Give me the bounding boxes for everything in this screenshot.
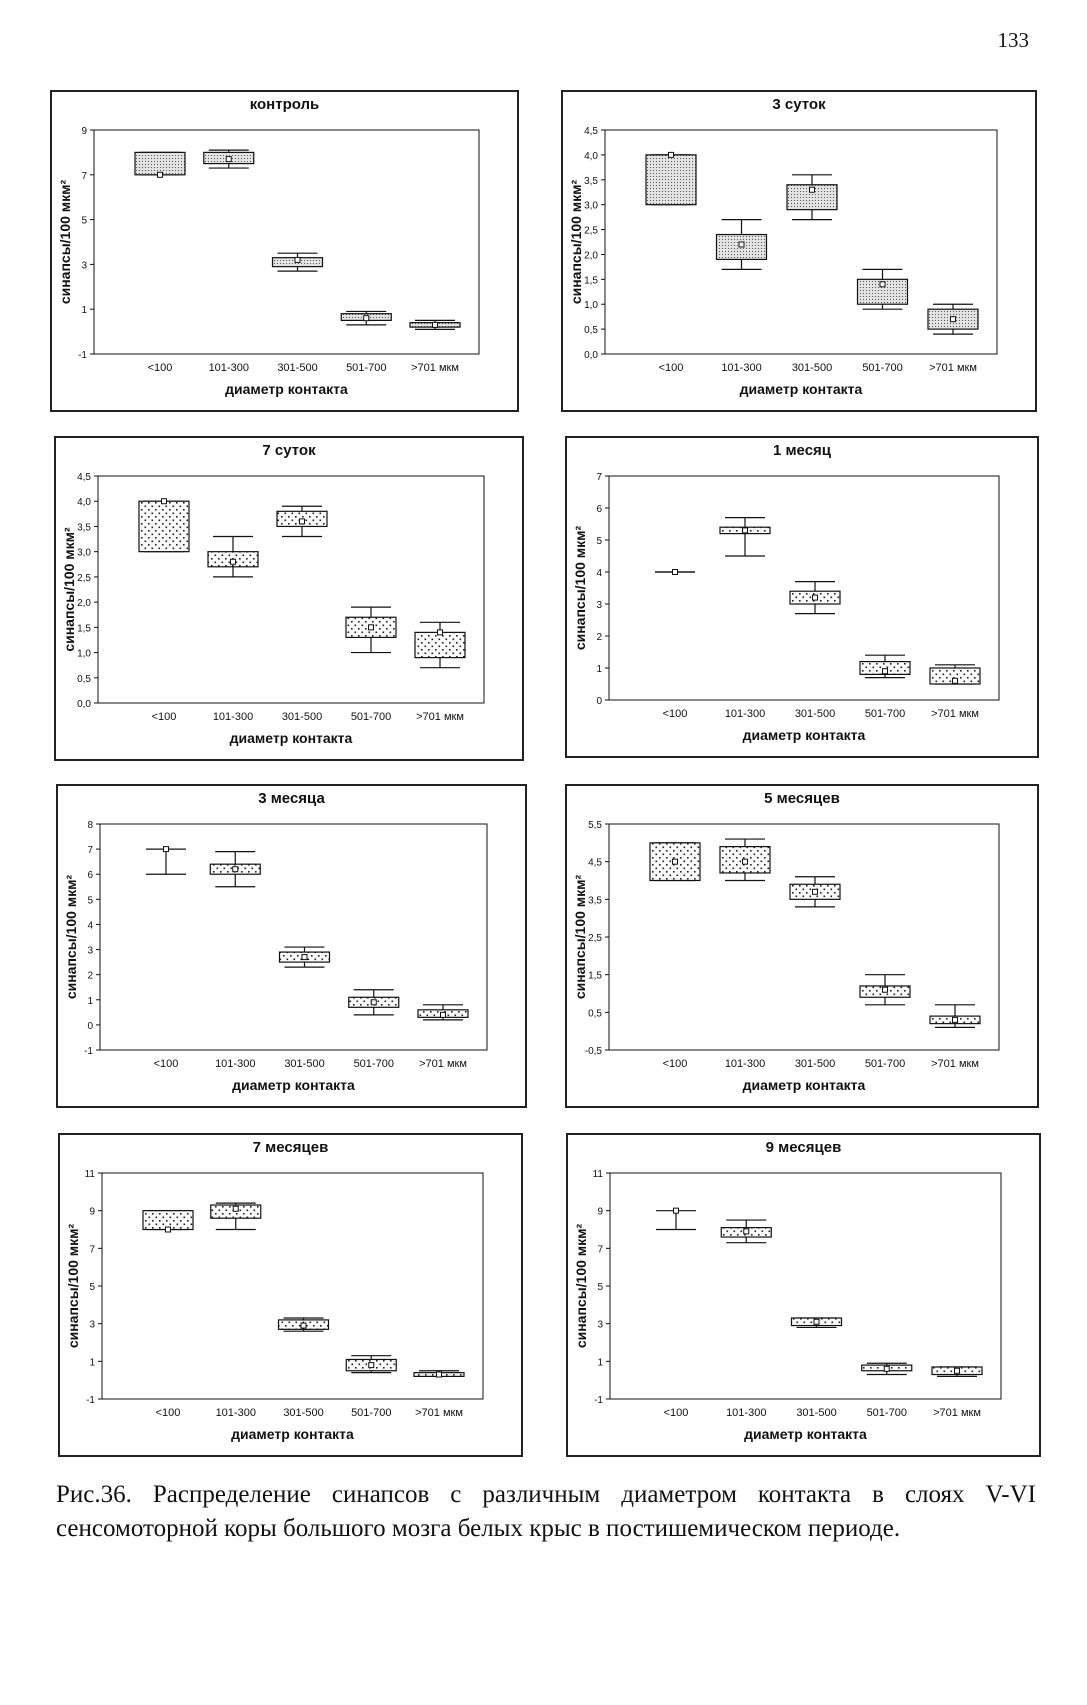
y-tick-label: 0 — [87, 1020, 93, 1032]
mean-marker — [814, 1319, 819, 1324]
chart-title: 3 месяца — [258, 790, 325, 807]
y-tick-label: 11 — [84, 1169, 95, 1180]
box-plot — [346, 607, 396, 652]
y-tick-label: 8 — [87, 820, 93, 831]
mean-marker — [669, 152, 674, 157]
y-tick-label: 3 — [89, 1319, 95, 1331]
mean-marker — [955, 1368, 960, 1373]
mean-marker — [884, 1366, 889, 1371]
box-plot — [208, 537, 258, 577]
x-tick-label: 101-300 — [212, 711, 254, 723]
y-tick-label: 2,0 — [584, 250, 598, 262]
chart-panel — [561, 90, 1037, 412]
y-tick-label: 4,5 — [588, 857, 602, 869]
mean-marker — [364, 316, 369, 321]
mean-marker — [164, 847, 169, 852]
mean-marker — [743, 859, 748, 864]
box-body — [646, 155, 696, 205]
x-axis-label: диаметр контакта — [742, 727, 866, 743]
chart-svg — [56, 438, 522, 759]
x-axis-label: диаметр контакта — [225, 381, 348, 397]
y-tick-label: -1 — [84, 1046, 93, 1057]
y-tick-label: 9 — [81, 126, 87, 137]
x-axis-label: диаметр контакта — [739, 381, 863, 397]
chart-title: 5 месяцев — [764, 790, 840, 807]
mean-marker — [437, 1372, 442, 1377]
mean-marker — [883, 669, 888, 674]
y-tick-label: 4,5 — [77, 472, 91, 483]
x-tick-label: >701 мкм — [933, 1407, 981, 1419]
y-tick-label: 1 — [596, 664, 602, 675]
y-tick-label: 3 — [596, 600, 602, 611]
y-tick-label: 0,0 — [77, 699, 91, 710]
mean-marker — [744, 1229, 749, 1234]
plot-area — [609, 476, 999, 700]
mean-marker — [233, 1206, 238, 1211]
y-axis-label: синапсы/100 мкм² — [61, 527, 77, 652]
chart-svg — [52, 92, 517, 410]
x-tick-label: <100 — [151, 711, 177, 723]
y-tick-label: 3 — [87, 945, 93, 957]
y-tick-label: 0,5 — [77, 673, 91, 685]
box-plot — [139, 499, 189, 552]
box-plot — [146, 847, 186, 875]
x-axis-label: диаметр контакта — [744, 1426, 867, 1442]
x-tick-label: 101-300 — [726, 1407, 767, 1419]
box-plot — [860, 975, 910, 1005]
chart-title: 9 месяцев — [765, 1139, 842, 1156]
box-plot — [928, 304, 978, 334]
y-tick-label: 3,0 — [584, 200, 598, 212]
x-axis-label: диаметр контакта — [232, 1077, 355, 1093]
mean-marker — [813, 595, 818, 600]
x-tick-label: 501-700 — [864, 708, 906, 720]
y-tick-label: 4,0 — [77, 497, 91, 509]
y-tick-label: 5 — [597, 1282, 603, 1293]
box-plot — [790, 582, 840, 614]
x-tick-label: 301-500 — [284, 1058, 325, 1070]
y-tick-label: 2 — [596, 632, 602, 643]
x-tick-label: <100 — [153, 1058, 179, 1070]
y-tick-label: 6 — [596, 504, 602, 515]
y-tick-label: -1 — [594, 1395, 603, 1406]
y-axis-label: синапсы/100 мкм² — [65, 1223, 81, 1349]
x-tick-label: 301-500 — [283, 1407, 324, 1419]
box-plot — [418, 1005, 468, 1020]
box-plot — [341, 311, 391, 324]
chart-title: 7 месяцев — [252, 1139, 329, 1156]
box-plot — [858, 269, 908, 309]
y-tick-label: 1 — [597, 1357, 603, 1369]
y-axis-label: синапсы/100 мкм² — [568, 179, 584, 305]
mean-marker — [953, 678, 958, 683]
mean-marker — [441, 1012, 446, 1017]
y-tick-label: 5,5 — [588, 820, 602, 831]
chart-svg — [567, 438, 1037, 756]
mean-marker — [231, 559, 236, 564]
x-tick-label: 301-500 — [794, 1058, 836, 1070]
chart-panel — [566, 1133, 1041, 1457]
y-tick-label: 5 — [596, 536, 602, 547]
chart-svg — [567, 786, 1037, 1106]
y-tick-label: 0,5 — [584, 325, 598, 337]
chart-svg — [563, 92, 1035, 410]
x-tick-label: 101-300 — [215, 1407, 256, 1419]
x-axis-label: диаметр контакта — [229, 730, 353, 746]
box-plot — [720, 518, 770, 556]
mean-marker — [295, 257, 300, 262]
box-body — [135, 152, 185, 174]
y-tick-label: 6 — [87, 870, 93, 882]
y-tick-label: 5 — [87, 895, 93, 907]
mean-marker — [158, 172, 163, 177]
y-tick-label: 1,5 — [77, 623, 91, 635]
y-tick-label: 7 — [81, 170, 87, 182]
box-plot — [414, 1371, 464, 1377]
y-tick-label: 11 — [592, 1169, 603, 1180]
y-tick-label: 2,0 — [77, 598, 91, 610]
mean-marker — [674, 1208, 679, 1213]
y-tick-label: -0,5 — [584, 1046, 602, 1057]
y-tick-label: 3,5 — [77, 522, 91, 534]
x-tick-label: <100 — [663, 1407, 689, 1419]
x-tick-label: 501-700 — [862, 362, 903, 374]
y-tick-label: -1 — [78, 350, 87, 361]
box-plot — [862, 1363, 912, 1374]
mean-marker — [739, 242, 744, 247]
y-tick-label: 4,5 — [584, 126, 598, 137]
box-body — [415, 632, 465, 657]
x-tick-label: <100 — [658, 362, 684, 374]
y-tick-label: 0,0 — [584, 350, 598, 361]
chart-panel — [565, 436, 1039, 758]
y-axis-label: синапсы/100 мкм² — [57, 179, 73, 305]
mean-marker — [810, 187, 815, 192]
x-axis-label: диаметр контакта — [742, 1077, 866, 1093]
mean-marker — [226, 157, 231, 162]
x-tick-label: 501-700 — [351, 1407, 392, 1419]
mean-marker — [371, 1000, 376, 1005]
y-tick-label: 7 — [597, 1244, 603, 1256]
y-tick-label: 5 — [89, 1282, 95, 1293]
box-plot — [273, 253, 323, 271]
y-axis-label: синапсы/100 мкм² — [63, 874, 79, 1000]
box-plot — [415, 622, 465, 667]
mean-marker — [883, 987, 888, 992]
box-plot — [349, 990, 399, 1015]
box-plot — [277, 506, 327, 536]
mean-marker — [880, 282, 885, 287]
box-plot — [204, 150, 254, 168]
y-tick-label: 7 — [87, 845, 93, 857]
box-plot — [717, 220, 767, 270]
box-plot — [210, 852, 260, 887]
y-tick-label: 3 — [81, 260, 87, 272]
y-tick-label: 5 — [81, 215, 87, 227]
chart-panel — [56, 784, 527, 1108]
y-tick-label: 0 — [596, 696, 602, 707]
box-plot — [135, 152, 185, 177]
mean-marker — [369, 625, 374, 630]
x-tick-label: 301-500 — [791, 362, 833, 374]
box-plot — [410, 320, 460, 329]
mean-marker — [302, 955, 307, 960]
box-plot — [656, 1208, 696, 1229]
y-tick-label: 2,5 — [588, 933, 602, 944]
x-tick-label: >701 мкм — [931, 708, 979, 720]
box-plot — [790, 877, 840, 907]
y-tick-label: 9 — [89, 1206, 95, 1218]
y-tick-label: 9 — [597, 1206, 603, 1218]
y-tick-label: 2,5 — [77, 572, 91, 584]
x-tick-label: >701 мкм — [415, 1407, 463, 1419]
plot-area — [610, 1173, 1001, 1399]
y-tick-label: 4 — [596, 568, 602, 579]
chart-svg — [58, 786, 525, 1106]
y-tick-label: 3,5 — [584, 175, 598, 187]
x-tick-label: <100 — [155, 1407, 181, 1419]
x-tick-label: 501-700 — [346, 362, 387, 374]
x-tick-label: 301-500 — [281, 711, 323, 723]
box-plot — [279, 1318, 329, 1331]
x-tick-label: >701 мкм — [416, 711, 464, 723]
y-tick-label: 1 — [89, 1357, 95, 1369]
mean-marker — [953, 1017, 958, 1022]
chart-panel — [58, 1133, 523, 1457]
y-tick-label: 4,0 — [584, 150, 598, 162]
mean-marker — [673, 859, 678, 864]
box-plot — [650, 843, 700, 881]
chart-title: 7 суток — [262, 442, 316, 459]
box-plot — [792, 1318, 842, 1327]
x-tick-label: >701 мкм — [411, 362, 459, 374]
y-tick-label: 2 — [87, 970, 93, 982]
y-tick-label: 4 — [87, 920, 93, 932]
x-tick-label: 501-700 — [350, 711, 392, 723]
box-plot — [932, 1367, 982, 1376]
y-tick-label: 3,0 — [77, 547, 91, 559]
chart-title: 3 суток — [772, 96, 826, 113]
x-tick-label: 501-700 — [353, 1058, 394, 1070]
box-plot — [655, 570, 695, 575]
x-tick-label: 101-300 — [721, 362, 762, 374]
chart-title: 1 месяц — [772, 442, 832, 459]
y-tick-label: 7 — [596, 472, 602, 483]
mean-marker — [301, 1323, 306, 1328]
x-tick-label: 501-700 — [866, 1407, 907, 1419]
chart-svg — [568, 1135, 1039, 1455]
y-tick-label: 0,5 — [588, 1008, 602, 1020]
x-tick-label: 101-300 — [724, 1058, 766, 1070]
box-body — [139, 501, 189, 551]
y-axis-label: синапсы/100 мкм² — [572, 874, 588, 1000]
box-plot — [930, 665, 980, 684]
x-tick-label: 101-300 — [215, 1058, 256, 1070]
y-tick-label: 7 — [89, 1244, 95, 1256]
chart-panel — [565, 784, 1039, 1108]
x-tick-label: >701 мкм — [419, 1058, 467, 1070]
x-axis-label: диаметр контакта — [231, 1426, 354, 1442]
x-tick-label: 301-500 — [277, 362, 318, 374]
x-tick-label: <100 — [662, 1058, 688, 1070]
mean-marker — [233, 867, 238, 872]
x-tick-label: <100 — [147, 362, 173, 374]
mean-marker — [743, 528, 748, 533]
y-tick-label: 2,5 — [584, 225, 598, 237]
mean-marker — [433, 322, 438, 327]
box-plot — [930, 1005, 980, 1028]
mean-marker — [300, 519, 305, 524]
y-axis-label: синапсы/100 мкм² — [573, 1223, 589, 1349]
y-axis-label: синапсы/100 мкм² — [572, 525, 588, 651]
y-tick-label: 1,5 — [584, 275, 598, 287]
mean-marker — [813, 889, 818, 894]
mean-marker — [162, 499, 167, 504]
x-tick-label: 501-700 — [864, 1058, 906, 1070]
figure-caption: Рис.36. Распределение синапсов с различным диаметром контакта в слоях V-VI сенсомоторной коры большого мозга белых крыс в постишемическом периоде. — [56, 1481, 1036, 1542]
chart-panel — [50, 90, 519, 412]
x-tick-label: 301-500 — [796, 1407, 837, 1419]
plot-area — [102, 1173, 483, 1399]
mean-marker — [951, 317, 956, 322]
box-plot — [143, 1211, 193, 1232]
box-plot — [787, 175, 837, 220]
page-number: 133 — [997, 28, 1029, 52]
x-tick-label: 101-300 — [724, 708, 766, 720]
x-tick-label: >701 мкм — [931, 1058, 979, 1070]
box-plot — [721, 1220, 771, 1243]
mean-marker — [673, 570, 678, 575]
x-tick-label: >701 мкм — [929, 362, 977, 374]
y-tick-label: 1,0 — [77, 648, 91, 660]
chart-svg — [60, 1135, 521, 1455]
mean-marker — [166, 1227, 171, 1232]
box-plot — [720, 839, 770, 880]
box-plot — [646, 152, 696, 204]
y-tick-label: 1,5 — [588, 970, 602, 982]
box-plot — [346, 1356, 396, 1373]
chart-panel — [54, 436, 524, 761]
y-tick-label: 3,5 — [588, 895, 602, 907]
box-plot — [211, 1203, 261, 1229]
x-tick-label: 101-300 — [208, 362, 249, 374]
box-plot — [280, 947, 330, 967]
x-tick-label: <100 — [662, 708, 688, 720]
y-tick-label: 1,0 — [584, 300, 598, 312]
x-tick-label: 301-500 — [794, 708, 836, 720]
mean-marker — [369, 1363, 374, 1368]
y-tick-label: 3 — [597, 1319, 603, 1331]
y-tick-label: -1 — [86, 1395, 95, 1406]
y-tick-label: 1 — [87, 995, 93, 1007]
chart-title: контроль — [249, 96, 320, 113]
mean-marker — [438, 630, 443, 635]
y-tick-label: 1 — [81, 305, 87, 317]
box-plot — [860, 655, 910, 677]
